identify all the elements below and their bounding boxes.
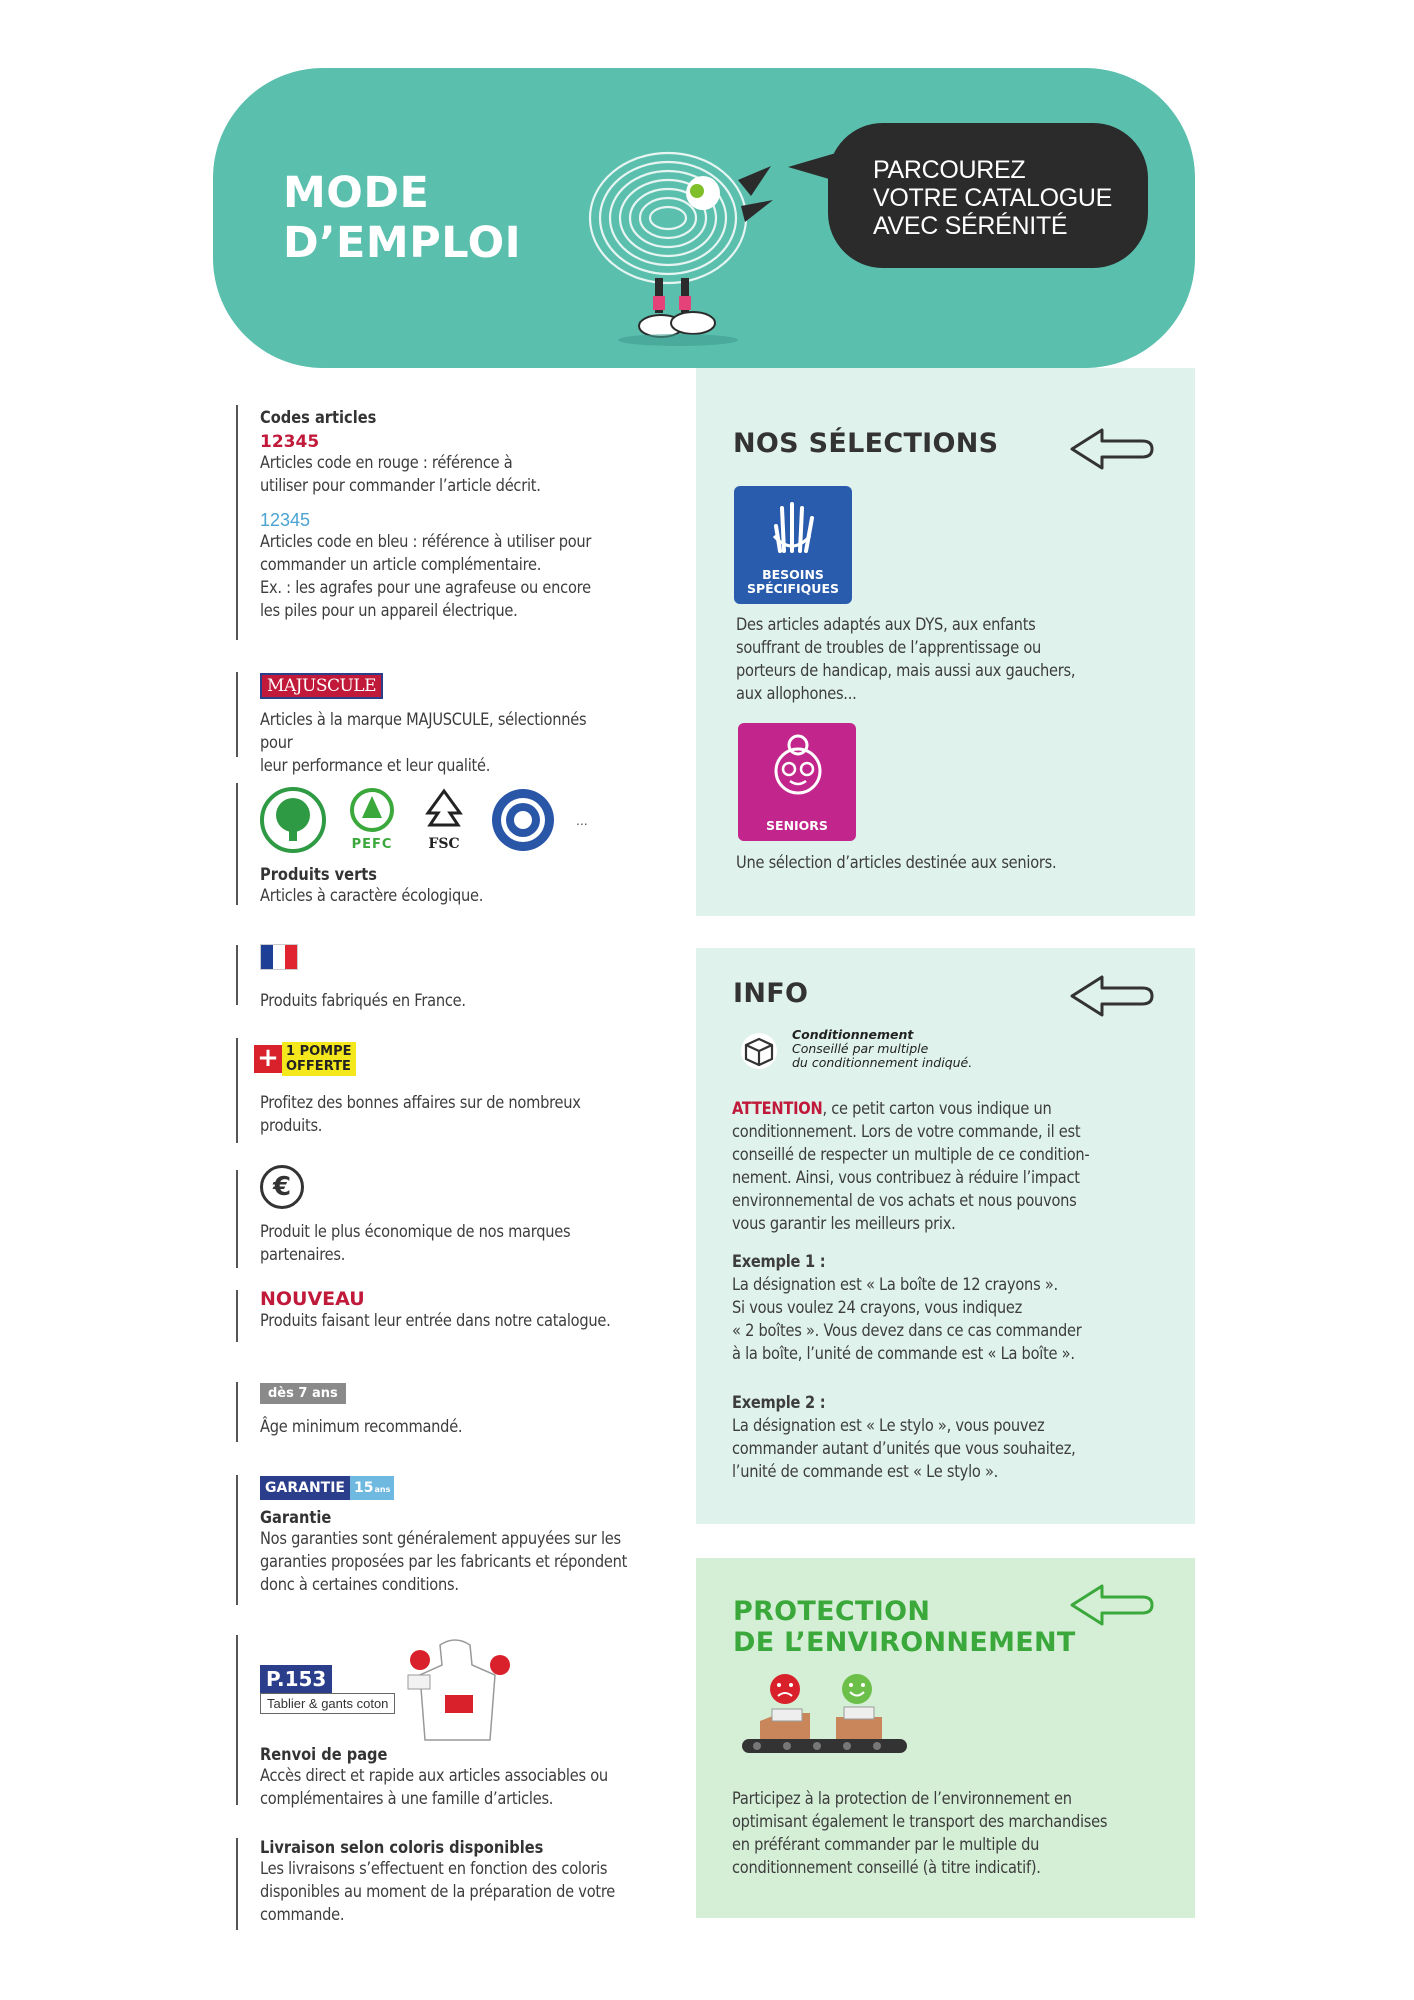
age-badge: dès 7 ans xyxy=(260,1383,346,1404)
renvoi-desc: Accès direct et rapide aux articles associables ou complémentaires à une famille d’articles. xyxy=(260,1766,608,1809)
majuscule-block xyxy=(260,673,680,778)
france-flag-icon xyxy=(260,944,298,970)
renvoi-badge-area xyxy=(260,1635,690,1745)
apron-product-icon xyxy=(400,1635,520,1745)
pompe-badge: + 1 POMPE OFFERTE xyxy=(254,1042,654,1076)
attention-label: ATTENTION xyxy=(732,1099,823,1119)
renvoi-title: Renvoi de page xyxy=(260,1745,388,1765)
produits-verts-block xyxy=(260,782,680,908)
age-block xyxy=(260,1383,660,1439)
header-banner xyxy=(213,68,1195,368)
left-arrow-icon xyxy=(1068,1582,1156,1628)
divider-bar xyxy=(236,1290,238,1342)
divider-bar xyxy=(236,1170,238,1268)
blue-code-desc: Articles code en bleu : référence à utiliser pour commander un article complémentaire. Ex. : les agrafes pour une agrafeuse ou encore les piles pour un appareil électrique. xyxy=(260,532,592,621)
nouveau-block xyxy=(260,1288,680,1333)
seniors-tile: SENIORS xyxy=(738,723,856,841)
speech-bubble xyxy=(828,123,1148,268)
left-arrow-icon xyxy=(1068,973,1156,1019)
fsc-logo: FSC xyxy=(418,787,470,852)
more-logos: ... xyxy=(576,811,588,828)
euro-desc: Produit le plus économique de nos marques partenaires. xyxy=(260,1222,571,1265)
selections-panel xyxy=(696,368,1195,916)
pompe-desc: Profitez des bonnes affaires sur de nombreux produits. xyxy=(260,1093,581,1136)
euro-block xyxy=(260,1165,660,1267)
codes-title: Codes articles xyxy=(260,408,377,428)
divider-bar xyxy=(236,405,238,640)
verts-desc: Articles à caractère écologique. xyxy=(260,886,484,906)
red-code-sample: 12345 xyxy=(260,432,320,452)
fingerprint-mascot-icon xyxy=(573,128,793,363)
example-2: Exemple 2 : La désignation est « Le stylo », vous pouvez commander autant d’unités que vous souhaitez, l’unité de commande est « Le stylo ». xyxy=(732,1393,1076,1482)
page-title: MODE D’EMPLOI xyxy=(283,168,522,268)
seniors-desc: Une sélection d’articles destinée aux seniors. xyxy=(736,853,1057,873)
france-desc: Produits fabriqués en France. xyxy=(260,991,466,1011)
plus-icon: + xyxy=(254,1045,282,1073)
hand-icon xyxy=(762,496,824,558)
divider-bar xyxy=(236,783,238,905)
pefc-icon xyxy=(346,788,398,832)
divider-bar xyxy=(236,945,238,1005)
selections-title: NOS SÉLECTIONS xyxy=(733,428,999,459)
euro-icon: € xyxy=(260,1165,304,1209)
majuscule-badge: MAJUSCULE xyxy=(260,673,383,699)
divider-bar xyxy=(236,1382,238,1442)
info-title: INFO xyxy=(733,978,809,1009)
left-arrow-icon xyxy=(1068,426,1156,472)
red-code-desc: Articles code en rouge : référence à utiliser pour commander l’article décrit. xyxy=(260,453,541,496)
blauer-engel-icon xyxy=(490,787,556,853)
conditionnement-legend: Conditionnement Conseillé par multiple du conditionnement indiqué. xyxy=(734,1028,972,1070)
codes-articles-block xyxy=(260,408,660,623)
verts-title: Produits verts xyxy=(260,865,377,885)
carton-box-icon xyxy=(734,1029,784,1069)
blue-code-sample: 12345 xyxy=(260,510,311,530)
besoins-desc: Des articles adaptés aux DYS, aux enfants souffrant de troubles de l’apprentissage ou porteurs de handicap, mais aussi aux gauchers, aux allophones... xyxy=(736,615,1076,704)
bubble-text: PARCOUREZ VOTRE CATALOGUE AVEC SÉRÉNITÉ xyxy=(873,156,1113,240)
ecolabel-tree-icon xyxy=(260,787,326,853)
majuscule-desc: Articles à la marque MAJUSCULE, sélectionnés pour leur performance et leur qualité. xyxy=(260,710,587,776)
garantie-desc: Nos garanties sont généralement appuyées sur les garanties proposées par les fabricants et répondent donc à certaines conditions. xyxy=(260,1529,628,1595)
divider-bar xyxy=(236,672,238,757)
environment-title: PROTECTION DE L’ENVIRONNEMENT xyxy=(733,1596,1076,1658)
garantie-years: 15ans xyxy=(350,1476,394,1500)
garantie-badge: GARANTIE 15ans xyxy=(260,1476,394,1500)
garantie-block xyxy=(260,1476,690,1597)
nouveau-desc: Produits faisant leur entrée dans notre catalogue. xyxy=(260,1311,611,1331)
livraison-title: Livraison selon coloris disponibles xyxy=(260,1838,544,1858)
environment-desc: Participez à la protection de l’environnement en optimisant également le transport des marchandises en préférant commander par le multiple du conditionnement conseillé (à titre indicatif). xyxy=(732,1789,1108,1878)
pefc-logo: PEFC xyxy=(346,788,398,852)
age-desc: Âge minimum recommandé. xyxy=(260,1417,463,1437)
besoins-specifiques-tile: BESOINS SPÉCIFIQUES xyxy=(734,486,852,604)
divider-bar xyxy=(236,1838,238,1930)
fsc-tree-icon xyxy=(418,787,470,831)
divider-bar xyxy=(236,1038,238,1143)
info-panel xyxy=(696,948,1195,1524)
eco-logos xyxy=(260,782,680,857)
renvoi-block xyxy=(260,1635,690,1811)
environment-panel xyxy=(696,1558,1195,1918)
example-1: Exemple 1 : La désignation est « La boîte de 12 crayons ». Si vous voulez 24 crayons, vous indiquez « 2 boîtes ». Vous devez dans ce cas commander à la boîte, l’unité de commande est « La boîte ». xyxy=(732,1252,1082,1364)
garantie-title: Garantie xyxy=(260,1508,332,1528)
nouveau-badge: NOUVEAU xyxy=(260,1288,365,1310)
pompe-block xyxy=(254,1042,654,1138)
conveyor-illustration-icon xyxy=(732,1673,912,1768)
divider-bar xyxy=(236,1635,238,1805)
page-ref-badge: P.153 Tablier & gants coton xyxy=(260,1665,395,1714)
france-block xyxy=(260,944,660,1013)
info-paragraph: ATTENTION, ce petit carton vous indique un conditionnement. Lors de votre commande, il est conseillé de respecter un multiple de ce condition- nement. Ainsi, vous contribuez à réduire l’impact environnemental de vos achats et nous pouvons vous garantir les meilleurs prix. xyxy=(732,1099,1090,1234)
divider-bar xyxy=(236,1475,238,1605)
livraison-block xyxy=(260,1838,690,1927)
livraison-desc: Les livraisons s’effectuent en fonction des coloris disponibles au moment de la préparation de votre commande. xyxy=(260,1859,616,1925)
senior-face-icon xyxy=(768,731,828,797)
